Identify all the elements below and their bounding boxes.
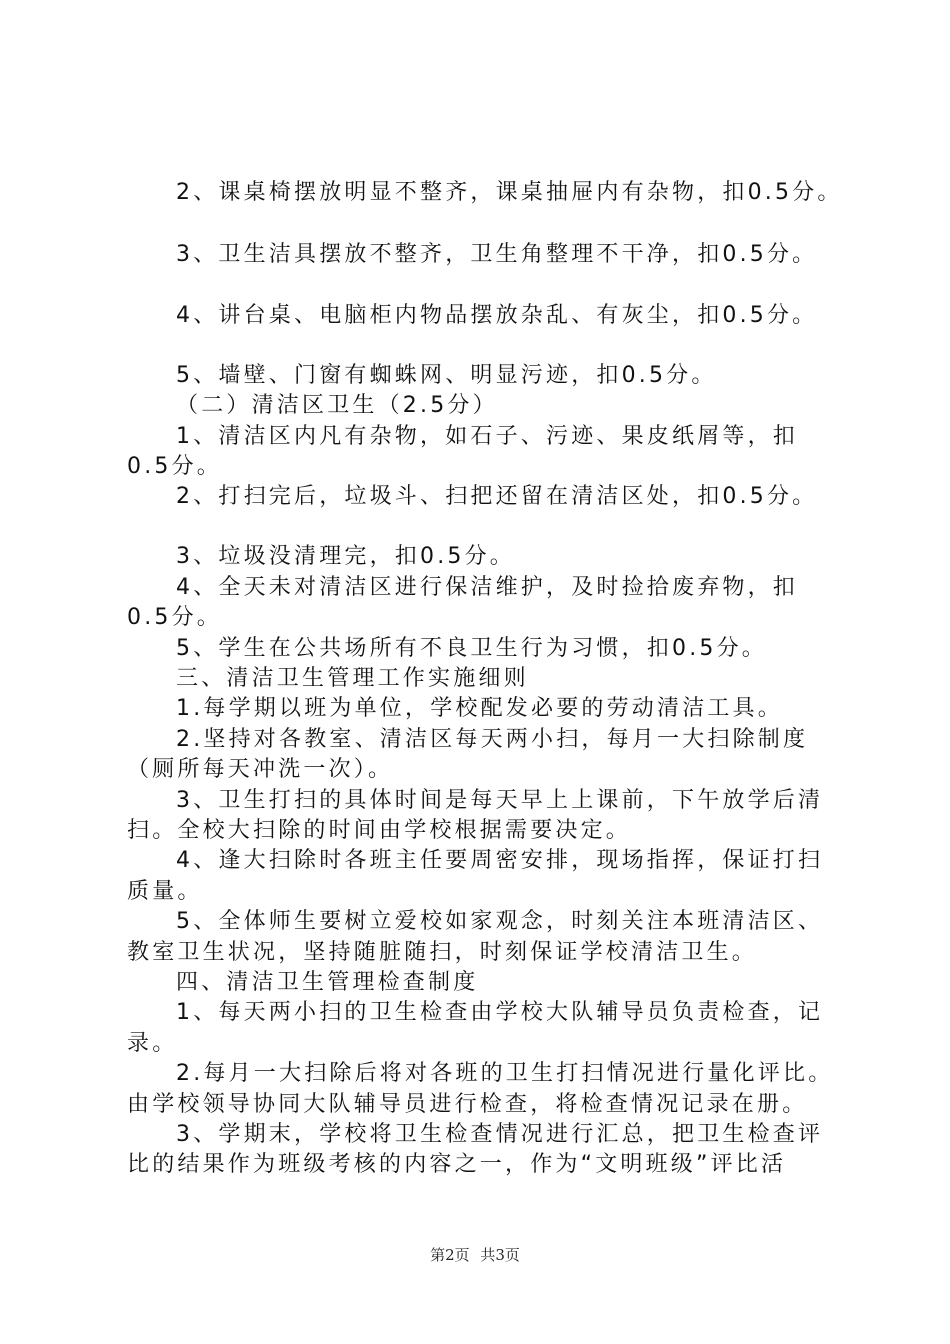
text-line: 4、讲台桌、电脑柜内物品摆放杂乱、有灰尘，扣0.5分。 (176, 303, 818, 328)
text-line: 1.每学期以班为单位，学校配发必要的劳动清洁工具。 (176, 696, 783, 721)
text-line: 3、垃圾没清理完，扣0.5分。 (176, 544, 515, 569)
page-number-current: 第2页 (430, 1246, 470, 1264)
text-line: 录。 (127, 1031, 178, 1056)
text-line: （厕所每天冲洗一次）。 (127, 757, 394, 782)
text-line: 2.坚持对各教室、清洁区每天两小扫，每月一大扫除制度 (176, 727, 809, 752)
text-line: 3、卫生洁具摆放不整齐，卫生角整理不干净，扣0.5分。 (176, 242, 818, 267)
text-line: 比的结果作为班级考核的内容之一，作为“文明班级”评比活 (127, 1152, 787, 1177)
section-heading: 三、清洁卫生管理工作实施细则 (176, 666, 529, 691)
text-line: 5、墙壁、门窗有蜘蛛网、明显污迹，扣0.5分。 (176, 363, 717, 388)
text-line: 1、每天两小扫的卫生检查由学校大队辅导员负责检查，记 (176, 1000, 824, 1025)
text-line: 扫。全校大扫除的时间由学校根据需要决定。 (127, 818, 632, 843)
text-line: 由学校领导协同大队辅导员进行检查，将检查情况记录在册。 (127, 1092, 808, 1117)
text-line: 2.每月一大扫除后将对各班的卫生打扫情况进行量化评比。 (176, 1061, 834, 1086)
page-number-total: 共3页 (480, 1246, 520, 1264)
section-heading: 四、清洁卫生管理检查制度 (176, 970, 479, 995)
text-line: 1、清洁区内凡有杂物，如石子、污迹、果皮纸屑等，扣 (176, 424, 798, 449)
text-line: 2、课桌椅摆放明显不整齐，课桌抽屉内有杂物，扣0.5分。 (176, 180, 843, 205)
text-line: 2、打扫完后，垃圾斗、扫把还留在清洁区处，扣0.5分。 (176, 484, 818, 509)
text-line: 3、卫生打扫的具体时间是每天早上上课前，下午放学后清 (176, 788, 824, 813)
text-line: 4、全天未对清洁区进行保洁维护，及时捡拾废弃物，扣 (176, 575, 798, 600)
text-line: 0.5分。 (127, 605, 222, 630)
text-line: 5、全体师生要树立爱校如家观念，时刻关注本班清洁区、 (176, 909, 824, 934)
text-line: 4、逢大扫除时各班主任要周密安排，现场指挥，保证打扫 (176, 848, 824, 873)
section-heading: （二）清洁区卫生（2.5分） (176, 393, 498, 418)
text-line: 教室卫生状况，坚持随脏随扫，时刻保证学校清洁卫生。 (127, 940, 758, 965)
text-line: 5、学生在公共场所有不良卫生行为习惯，扣0.5分。 (176, 636, 767, 661)
page-footer (0, 1244, 950, 1265)
text-line: 0.5分。 (127, 454, 222, 479)
text-line: 3、学期末，学校将卫生检查情况进行汇总，把卫生检查评 (176, 1122, 824, 1147)
text-line: 质量。 (127, 879, 203, 904)
